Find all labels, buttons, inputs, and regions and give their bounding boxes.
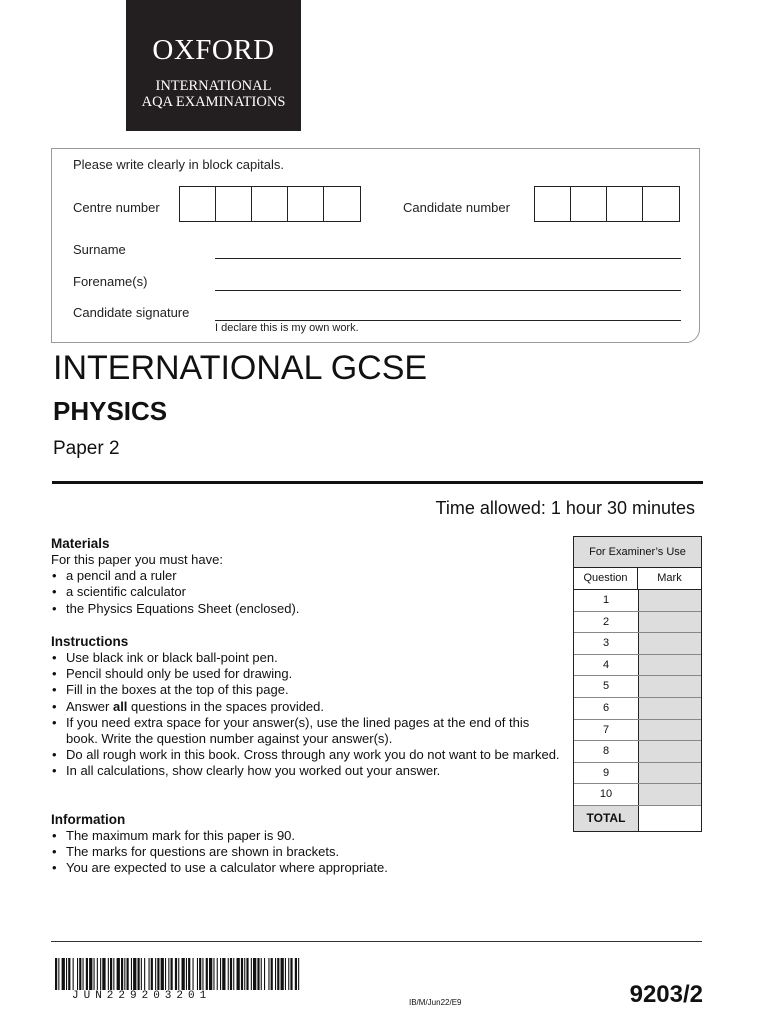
candidate-digit-box[interactable] [643, 187, 679, 221]
list-item: • Use black ink or black ball-point pen. [51, 650, 561, 666]
table-row [574, 720, 701, 742]
mark-cell [639, 741, 701, 762]
barcode-bar [188, 958, 190, 990]
barcode-bar [113, 958, 114, 990]
logo-line-1: INTERNATIONAL [155, 78, 272, 94]
mark-cell [639, 633, 701, 654]
mark-cell [639, 763, 701, 784]
barcode-bar [168, 958, 169, 990]
candidate-digit-box[interactable] [571, 187, 607, 221]
question-number: 1 [574, 590, 639, 611]
examiner-table-columns [574, 568, 701, 590]
barcode-bar [117, 958, 120, 990]
barcode-bar [199, 958, 201, 990]
candidate-digit-box[interactable] [607, 187, 643, 221]
mark-cell [639, 590, 701, 611]
table-row [574, 763, 701, 785]
barcode-bar [193, 958, 194, 990]
materials-section [51, 535, 561, 617]
answer-all-text: Answer all questions in the spaces provided. [66, 698, 325, 714]
list-item: • the Physics Equations Sheet (enclosed). [51, 601, 561, 617]
centre-digit-box[interactable] [324, 187, 360, 221]
logo-sub-text [126, 78, 301, 110]
table-row [574, 784, 701, 806]
title-divider [52, 481, 703, 484]
barcode-bar [264, 958, 265, 990]
question-number: 6 [574, 698, 639, 719]
list-item: • Pencil should only be used for drawing. [51, 666, 561, 682]
candidate-digit-box[interactable] [535, 187, 571, 221]
barcode-bar [100, 958, 101, 990]
barcode-bar [138, 958, 140, 990]
instructions-list [51, 650, 561, 780]
barcode-bar [171, 958, 173, 990]
barcode-bar [222, 958, 225, 990]
qualification-title: INTERNATIONAL GCSE [53, 349, 428, 387]
candidate-details-box [51, 148, 700, 343]
paper-code: 9203/2 [629, 981, 703, 1008]
table-row [574, 655, 701, 677]
barcode-bar [77, 958, 78, 990]
logo-line-2: AQA EXAMINATIONS [141, 94, 286, 110]
barcode-bar [178, 958, 179, 990]
information-list [51, 828, 561, 877]
barcode-bar [220, 958, 221, 990]
barcode-bar [186, 958, 187, 990]
forename-line[interactable] [215, 290, 681, 291]
barcode-bar [246, 958, 248, 990]
candidate-number-boxes[interactable] [534, 186, 680, 222]
paper-title: Paper 2 [53, 438, 120, 459]
signature-label: Candidate signature [73, 305, 190, 320]
barcode-text: JUN229203201 [72, 990, 212, 1002]
list-item: • a pencil and a ruler [51, 568, 561, 584]
total-label: TOTAL [574, 806, 639, 831]
examiner-table-heading: For Examiner’s Use [574, 537, 701, 568]
barcode-bar [277, 958, 279, 990]
barcode-bar [121, 958, 123, 990]
examiner-use-table [573, 536, 702, 832]
list-item: • Do all rough work in this book. Cross through any work you do not want to be marked. [51, 747, 561, 763]
candidate-number-label: Candidate number [403, 200, 510, 215]
materials-heading: Materials [51, 536, 110, 551]
barcode-bar [271, 958, 273, 990]
list-item: • You are expected to use a calculator where appropriate. [51, 860, 561, 876]
table-row [574, 676, 701, 698]
barcode-bar [155, 958, 156, 990]
surname-label: Surname [73, 242, 126, 257]
barcode-bar [285, 958, 286, 990]
barcode-bar [62, 958, 65, 990]
question-number: 8 [574, 741, 639, 762]
barcode-bar [244, 958, 245, 990]
barcode-bar [141, 958, 142, 990]
surname-line[interactable] [215, 258, 681, 259]
barcode-bar [230, 958, 232, 990]
mark-cell [639, 720, 701, 741]
barcode-bar [217, 958, 218, 990]
list-item: • In all calculations, show clearly how you worked out your answer. [51, 763, 561, 779]
paper-reference: IB/M/Jun22/E9 [409, 998, 462, 1007]
list-item: • The marks for questions are shown in brackets. [51, 844, 561, 860]
list-item: • a scientific calculator [51, 584, 561, 600]
barcode-bar [281, 958, 284, 990]
list-item: • If you need extra space for your answer(s), use the lined pages at the end of this book. Write the question number against your answer(s). [51, 715, 561, 747]
declaration-text: I declare this is my own work. [215, 322, 359, 334]
barcode-bar [241, 958, 243, 990]
block-capitals-instruction: Please write clearly in block capitals. [73, 157, 284, 172]
forename-label: Forename(s) [73, 274, 148, 289]
barcode-bar [175, 958, 177, 990]
barcode-bar [157, 958, 159, 990]
logo-main-text: OXFORD [152, 34, 275, 66]
centre-digit-box[interactable] [252, 187, 288, 221]
oxford-aqa-logo [126, 0, 301, 131]
table-row [574, 590, 701, 612]
centre-digit-box[interactable] [288, 187, 324, 221]
barcode-bar [228, 958, 229, 990]
question-number: 10 [574, 784, 639, 805]
barcode-bar [144, 958, 145, 990]
table-row [574, 633, 701, 655]
barcode-bar [68, 958, 70, 990]
barcode-bar [251, 958, 252, 990]
barcode-bar [131, 958, 132, 990]
barcode-bar [288, 958, 289, 990]
mark-cell [639, 676, 701, 697]
information-section [51, 811, 561, 877]
total-row [574, 806, 701, 831]
barcode-bar [268, 958, 269, 990]
question-number: 5 [574, 676, 639, 697]
time-allowed: Time allowed: 1 hour 30 minutes [435, 498, 695, 518]
question-number: 9 [574, 763, 639, 784]
barcode-bar [73, 958, 74, 990]
mark-cell [639, 612, 701, 633]
barcode-bar [89, 958, 92, 990]
barcode-bar [127, 958, 129, 990]
barcode-bar [253, 958, 256, 990]
instructions-heading: Instructions [51, 634, 129, 649]
barcode-bar [86, 958, 88, 990]
list-item: • Fill in the boxes at the top of this page. [51, 682, 561, 698]
list-item: • The maximum mark for this paper is 90. [51, 828, 561, 844]
barcode-bar [298, 958, 299, 990]
list-item [51, 699, 561, 715]
signature-line[interactable] [215, 320, 681, 321]
barcode-bar [79, 958, 81, 990]
barcode-bar [83, 958, 84, 990]
barcode-bar [209, 958, 212, 990]
barcode-bar [58, 958, 59, 990]
mark-cell [639, 784, 701, 805]
barcode-bar [108, 958, 109, 990]
barcode-bar [66, 958, 67, 990]
table-row [574, 698, 701, 720]
barcode-bar [202, 958, 203, 990]
barcode-bar [94, 958, 95, 990]
centre-digit-box[interactable] [216, 187, 252, 221]
barcode-bar [213, 958, 214, 990]
table-row [574, 741, 701, 763]
barcode-bar [110, 958, 112, 990]
barcode-bar [133, 958, 136, 990]
barcode-bar [55, 958, 57, 990]
barcode-bar [257, 958, 259, 990]
barcode-bar [151, 958, 153, 990]
barcode-bar [233, 958, 234, 990]
mark-column-header: Mark [657, 572, 682, 584]
barcode-bar [290, 958, 292, 990]
barcode-bar [182, 958, 185, 990]
subject-title: PHYSICS [53, 396, 168, 426]
barcode-bar [149, 958, 150, 990]
question-number: 7 [574, 720, 639, 741]
barcode-bar [237, 958, 240, 990]
mark-cell [639, 655, 701, 676]
table-row [574, 612, 701, 634]
question-column-header: Question [574, 568, 638, 589]
barcode-bar [295, 958, 297, 990]
barcode-bar [197, 958, 198, 990]
materials-intro: For this paper you must have: [51, 552, 223, 567]
barcode-bar [161, 958, 164, 990]
materials-list [51, 568, 561, 617]
barcode-bar [206, 958, 208, 990]
barcode-bar [124, 958, 125, 990]
barcode-bar [275, 958, 276, 990]
centre-digit-box[interactable] [180, 187, 216, 221]
barcode-bar [261, 958, 262, 990]
barcode-bar [165, 958, 166, 990]
question-number: 2 [574, 612, 639, 633]
barcode-bar [97, 958, 98, 990]
mark-cell [639, 698, 701, 719]
centre-number-boxes[interactable] [179, 186, 361, 222]
centre-number-label: Centre number [73, 200, 160, 215]
information-heading: Information [51, 812, 126, 827]
total-mark-cell [639, 806, 701, 831]
instructions-section [51, 633, 561, 780]
footer-divider [51, 941, 702, 942]
question-number: 4 [574, 655, 639, 676]
barcode-bar [102, 958, 105, 990]
question-number: 3 [574, 633, 639, 654]
barcode [55, 958, 300, 990]
